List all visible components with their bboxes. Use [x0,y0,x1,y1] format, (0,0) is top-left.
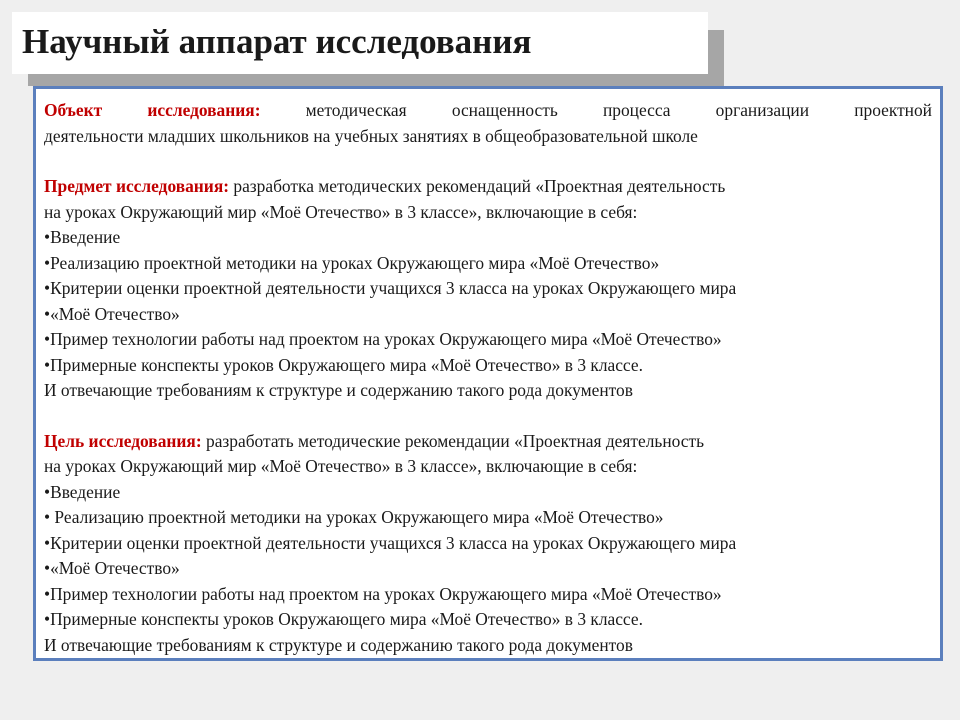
goal-closing: И отвечающие требованиям к структуре и содержанию такого рода документов [44,634,633,655]
subject-text-1: разработка методических рекомендаций «Проектная деятельность [233,176,726,196]
subject-item: •Введение [44,227,121,247]
subject-closing: И отвечающие требованиям к структуре и содержанию такого рода документов [44,380,633,400]
subject-line-1 [44,174,932,200]
subject-item: •Реализацию проектной методики на уроках Окружающего мира «Моё Отечество» [44,252,660,273]
subject-line-2: на уроках Окружающий мир «Моё Отечество» в 3 классе», включающие в себя: [44,201,638,222]
goal-item: •Примерные конспекты уроков Окружающего мира «Моё Отечество» в 3 классе. [44,609,643,629]
subject-item: •«Моё Отечество» [44,303,180,324]
goal-line-1 [44,429,932,455]
goal-text-1: разработать методические рекомендации «Проектная деятельность [206,430,705,451]
title-box [12,12,708,74]
spacer [44,404,932,429]
goal-item: • Реализацию проектной методики на уроках Окружающего мира «Моё Отечество» [44,507,664,527]
subject-item: •Пример технологии работы над проектом на уроках Окружающего мира «Моё Отечество» [44,329,722,349]
goal-item: •«Моё Отечество» [44,558,180,578]
goal-label: Цель исследования: [44,430,202,451]
subject-item: •Примерные конспекты уроков Окружающего мира «Моё Отечество» в 3 классе. [44,354,643,375]
slide-title: Научный аппарат исследования [22,22,532,61]
object-line-1 [44,98,932,124]
object-text-1: методическая оснащенность процесса организации проектной [305,100,932,120]
spacer [44,149,932,174]
goal-line-2: на уроках Окружающий мир «Моё Отечество» в 3 классе», включающие в себя: [44,456,638,476]
goal-item: •Введение [44,481,121,502]
object-label: Объект исследования: [44,100,261,120]
object-line-2: деятельности младших школьников на учебных занятиях в общеобразовательной школе [44,125,698,146]
goal-item: •Критерии оценки проектной деятельности учащихся 3 класса на уроках Окружающего мира [44,532,737,553]
content-box [33,86,943,661]
subject-item: •Критерии оценки проектной деятельности учащихся 3 класса на уроках Окружающего мира [44,278,737,298]
subject-label: Предмет исследования: [44,176,230,196]
goal-item: •Пример технологии работы над проектом на уроках Окружающего мира «Моё Отечество» [44,583,722,604]
